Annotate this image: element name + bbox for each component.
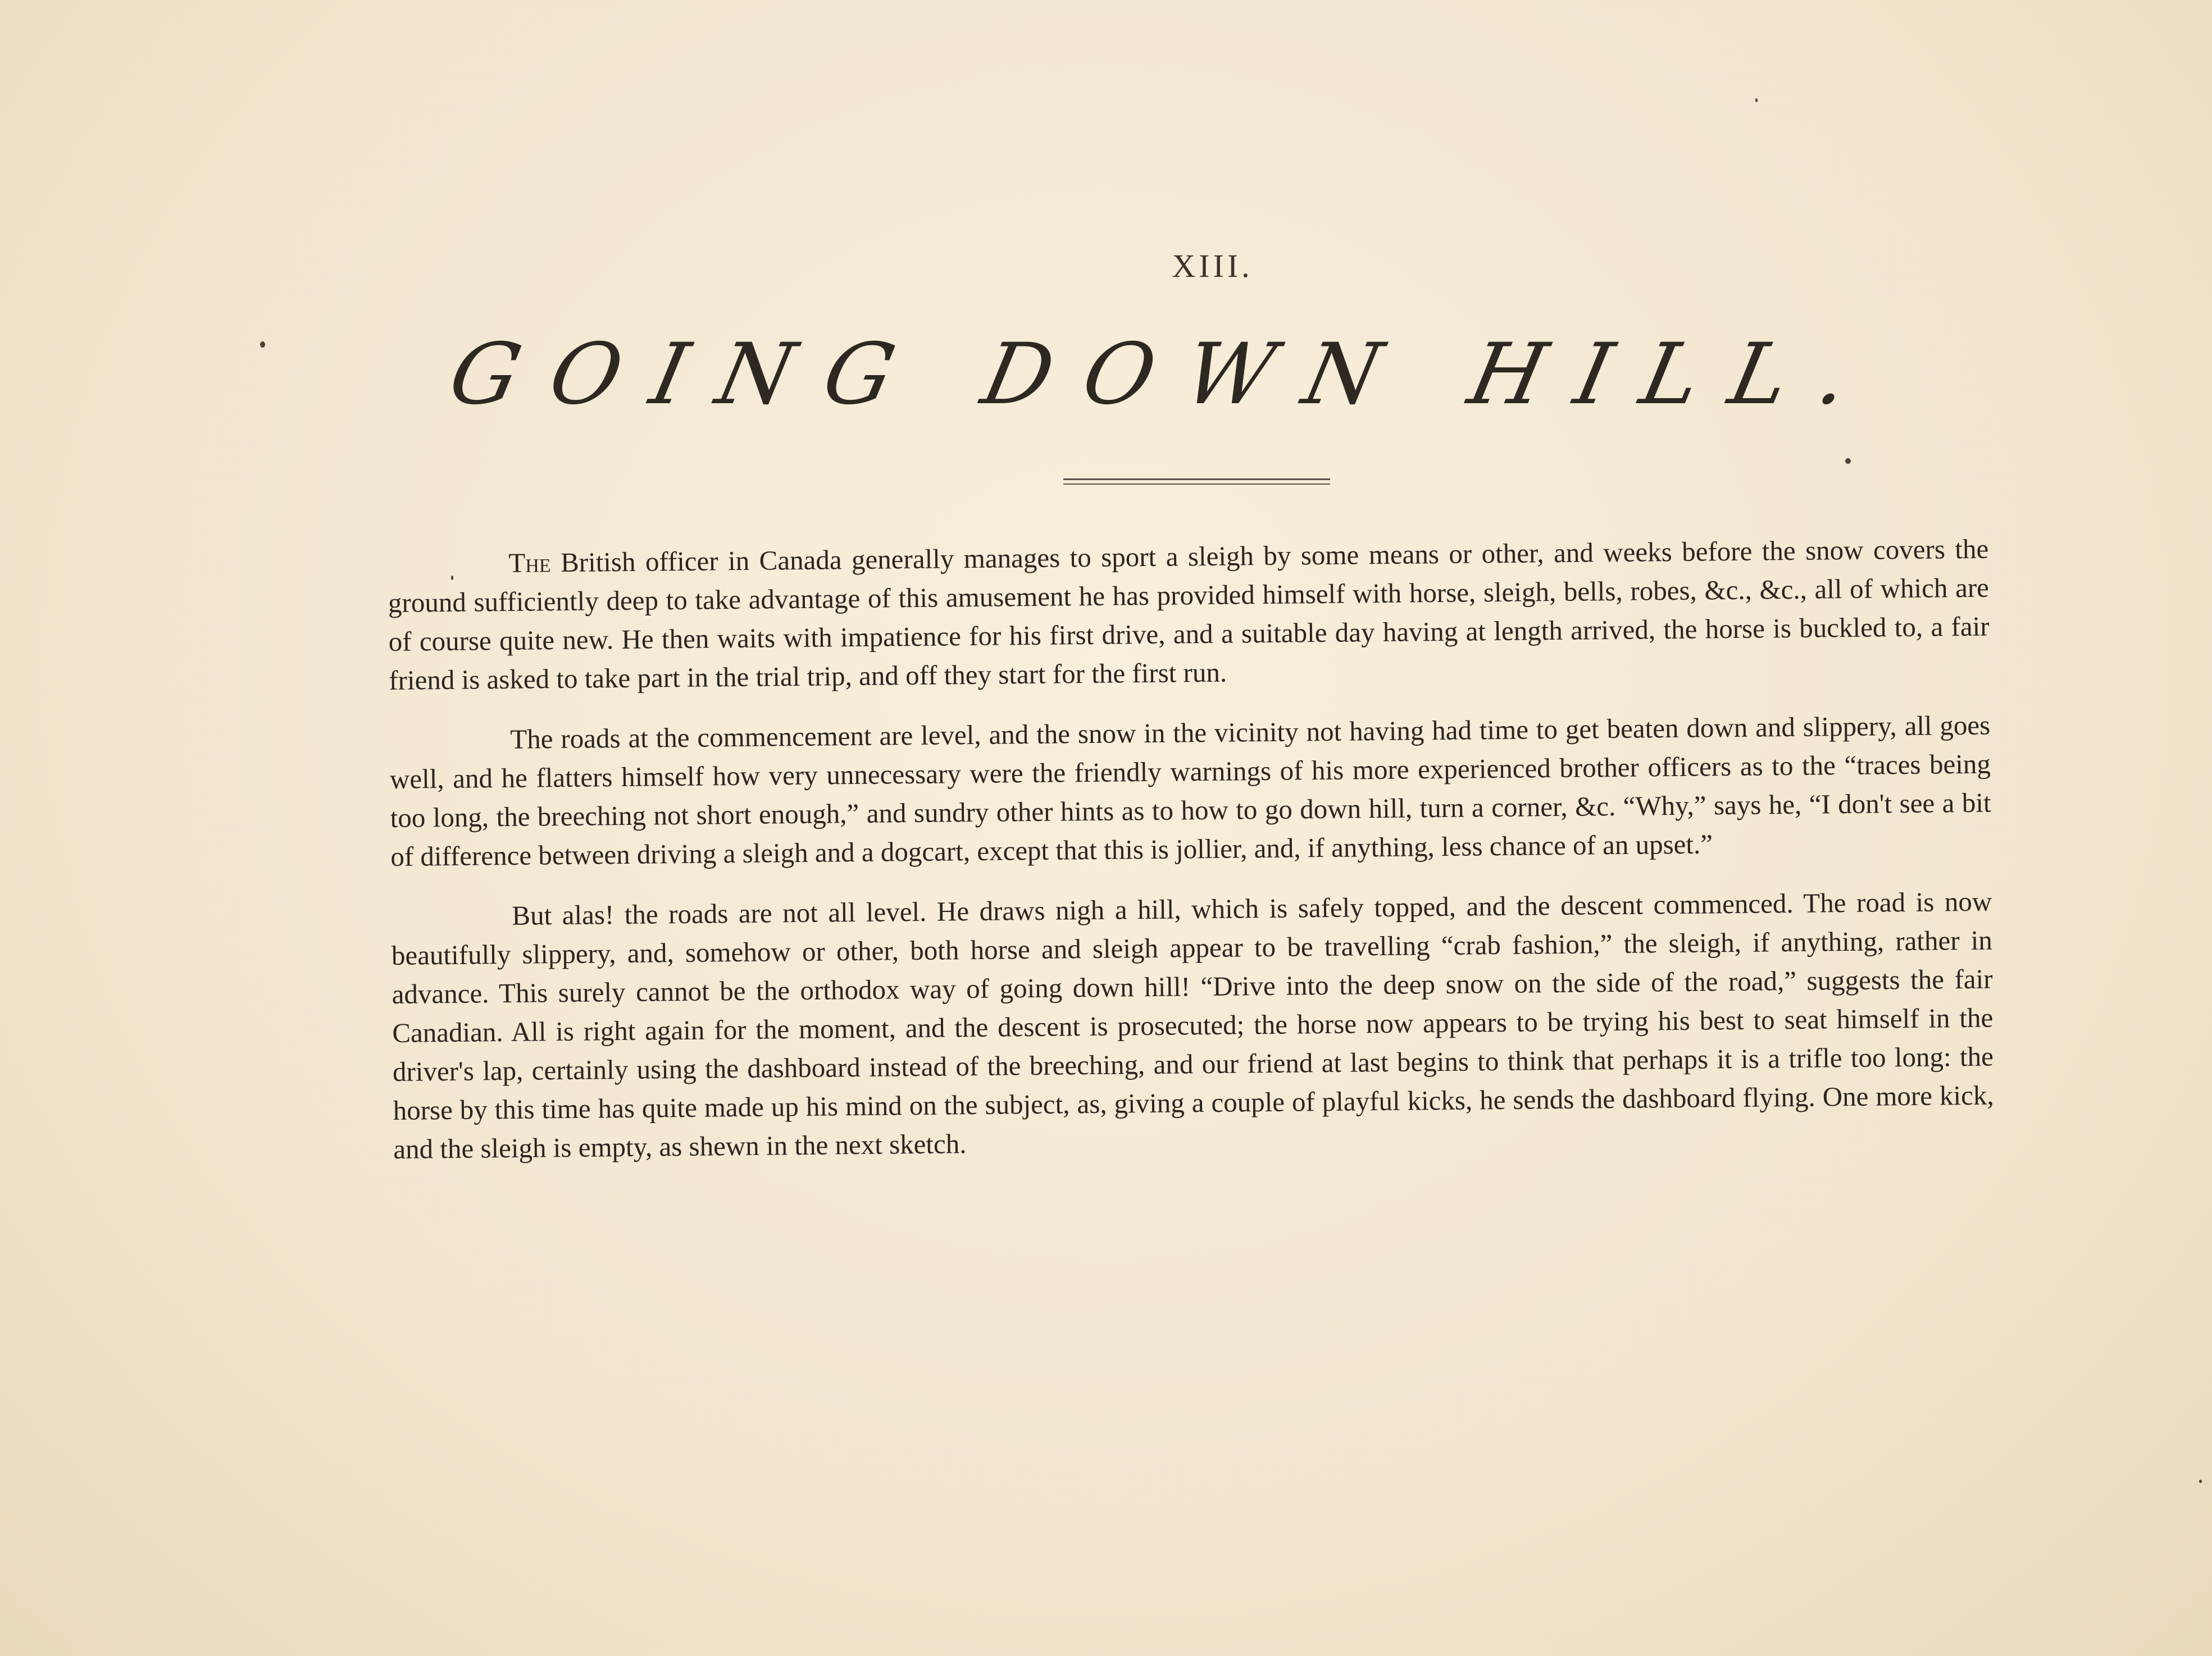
- lead-word: The: [508, 547, 551, 578]
- ink-speck: [1845, 458, 1851, 464]
- chapter-body: [388, 530, 1995, 1190]
- paragraph: But alas! the roads are not all level. He draws nigh a hill, which is safely topped, and the descent commenced. The road is now beautifully slippery, and, somehow or other, both horse and sleigh appear to be travelling “crab fashion,” the sleigh, if anything, rather in advance. This surely cannot be the orthodox way of going down hill! “Drive into the deep snow on the side of the road,” suggests the fair Canadian. All is right again for the moment, and the descent is prosecuted; the horse now appears to be trying his best to seat himself in the driver's lap, certainly using the dashboard instead of the breeching, and our friend at last begins to think that perhaps it is a trifle too long: the horse by this time has quite made up his mind on the subject, as, giving a couple of playful kicks, he sends the dashboard flying. One more kick, and the sleigh is empty, as shewn in the next sketch.: [391, 886, 1994, 1165]
- title-divider: [1063, 478, 1330, 487]
- chapter-title: GOING DOWN HILL.: [441, 326, 1890, 423]
- ink-speck: [2199, 1480, 2202, 1483]
- paragraph-text: British officer in Canada generally manages to sport a sleigh by some means or other, and weeks before the snow covers the ground sufficiently deep to take advantage of this amusement he has provided himself with horse, sleigh, bells, robes, &c., &c., all of which are of course quite new. He then waits with impatience for his first drive, and a suitable day having at length arrived, the horse is buckled to, a fair friend is asked to take part in the trial trip, and off they start for the first run.: [388, 533, 1990, 696]
- ink-speck: [1755, 98, 1758, 102]
- chapter-number: XIII.: [1172, 248, 1253, 284]
- paragraph: [388, 530, 1990, 700]
- paragraph: The roads at the commencement are level, and the snow in the vicinity not having had time to get beaten down and slippery, all goes well, and he flatters himself how very unnecessary were the friendly warnings of his more experienced brother officers as to the “traces being too long, the breeching not short enough,” and sundry other hints as to how to go down hill, turn a corner, &c. “Why,” says he, “I don't see a bit of difference between driving a sleigh and a dogcart, except that this is jollier, and, if anything, less chance of an upset.”: [389, 709, 1991, 872]
